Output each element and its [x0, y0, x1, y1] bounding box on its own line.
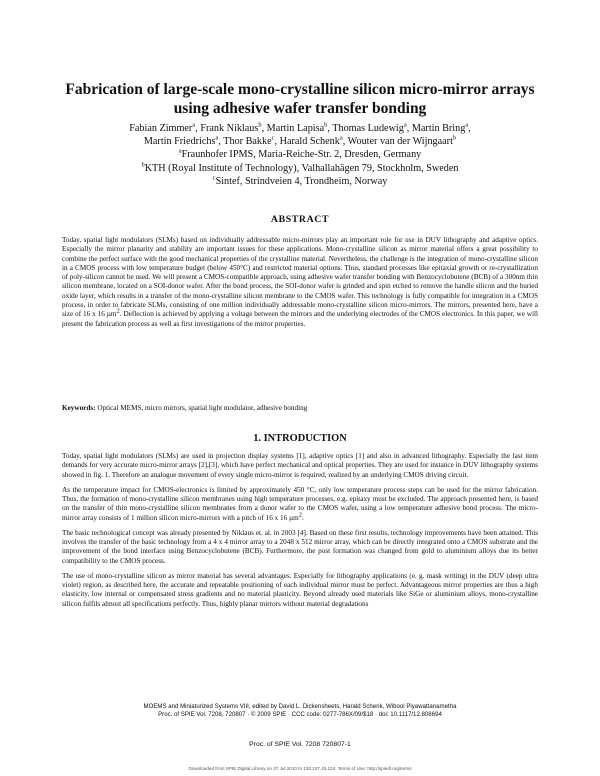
- paragraph: The basic technological concept was already presented by Niklaus et. al. in 2003 [4]. Based on these first results, technology improvements have been attained. This involves the transfer of the basic technology from a 4 x 4 mirror array to a 2048 x 512 mirror array, which can be directly integrated onto a CMOS substrate and the improvement of the bond interface using Benzocyclobutene (BCB). Furthermore, the post formation was changed from gold to aluminium alloys due its better compatibility to the CMOS process.: [62, 528, 538, 565]
- title-line-2: using adhesive wafer transfer bonding: [173, 100, 427, 117]
- keywords-label: Keywords:: [62, 404, 96, 412]
- author-block: [40, 122, 560, 188]
- author-line-1: Fabian Zimmer$^a$, Frank Niklaus$^b$, Martin Lapisa$^b$, Thomas Ludewig$^a$, Martin Bring$^a$,: [129, 121, 471, 134]
- footer-line-1: MOEMS and Miniaturized Systems VIII, edited by David L. Dickensheets, Harald Schenk, Wibool Piyawattanametha: [143, 703, 457, 710]
- publication-footer: [40, 703, 560, 719]
- paragraph: As the temperature impact for CMOS-electronics is limited by approximately 450 °C, only low temperature process steps can be used for the mirror fabrication. Thus, the formation of mono-crystalline silicon membranes using high temperature processes, e.g. epitaxy must be excluded. The approach presented here, is based on the transfer of thin mono-crystalline silicon membranes from a donor wafer to the CMOS wafer, using a low temperature adhesive bond process. The micro-mirror array consists of 1 million silicon micro-mirrors with a pitch of 16 x 16 µm$^2$.: [62, 485, 538, 522]
- page-number: Proc. of SPIE Vol. 7208 720807-1: [249, 741, 351, 748]
- title-line-1: Fabrication of large-scale mono-crystalline silicon micro-mirror arrays: [65, 81, 535, 98]
- paragraph: Today, spatial light modulators (SLMs) are used in projection display systems [1], adaptive optics [1] and also in advanced lithography. Especially the last item demands for very accurate micro-mirror arrays [2],[3], which have perfect mechanical and optical properties. They are used for instance in DUV lithography systems showed in fig. 1. Therefore an analogue movement of every single micro-mirror is required, realized by an underlying CMOS driving circuit.: [62, 452, 538, 479]
- introduction-body: [62, 452, 538, 615]
- paragraph: The use of mono-crystalline silicon as mirror material has several advantages. Especially for lithography applications (e. g. mask writing) in the DUV (deep ultra violet) region, as described here, the accurate and repeatable positioning of each individual mirror must be perfect. Advantageous mirror properties are thus a high elasticity, low internal or compensated stress gradients and no material plasticity. Beyond already used materials like SiGe or aluminium alloys, mono-crystalline silicon fulfils almost all specifications perfectly. Thus, highly planar mirrors without material degradations: [62, 571, 538, 608]
- paper-title: [40, 80, 560, 118]
- keywords: [62, 404, 538, 413]
- author-line-2: Martin Friedrichs$^a$, Thor Bakke$^c$, Harald Schenk$^a$, Wouter van der Wijngaart$^b$: [143, 134, 457, 148]
- footer-line-2: Proc. of SPIE Vol. 7208, 720807 · © 2009 SPIE · CCC code: 0277-786X/09/$18 · doi: 10.1117/12.808694: [158, 711, 442, 718]
- abstract-heading: ABSTRACT: [270, 214, 330, 225]
- affiliation-b: $^b$KTH (Royal Institute of Technology), Valhallahägen 79, Stockholm, Sweden: [141, 161, 459, 174]
- affiliation-a: $^a$Fraunhofer IPMS, Maria-Reiche-Str. 2, Dresden, Germany: [178, 148, 422, 161]
- affiliation-c: $^c$Sintef, Strindveien 4, Trondheim, Norway: [212, 174, 388, 187]
- section-heading-introduction: 1. INTRODUCTION: [253, 433, 347, 444]
- download-notice: Downloaded from SPIE Digital Library on 27 Jul 2010 to 130.237.43.124. Terms of Use: http://spiedl.org/terms: [188, 766, 412, 771]
- keywords-text: Optical MEMS, micro mirrors, spatial light modulator, adhesive bonding: [95, 404, 308, 412]
- abstract-text: Today, spatial light modulators (SLMs) based on individually addressable micro-mirrors play an important role for use in DUV lithography and adaptive optics. Especially the mirror planarity and stability are important issues for these applications. Mono-crystalline silicon as mirror material offers a great possibility to combine the perfect surface with the good mechanical properties of the crystalline material. Nevertheless, the challenge is the integration of mono-crystalline silicon in a CMOS process with low temperature budget (below 450°C) and restricted material options. Thus, standard processes like epitaxial growth or re-crystallization of poly-silicon cannot be used. We will present a CMOS-compatible approach, using adhesive wafer transfer bonding with Benzocyclobutene (BCB) of a 300nm thin silicon membrane, located on a SOI-donor wafer. After the bond process, the SOI-donor wafer is grinded and spin etched to remove the handle silicon and the buried oxide layer, which results in a transfer of the mono-crystalline silicon membrane to the CMOS wafer. This technology is fully compatible for integration in a CMOS process, in order to fabricate SLMs, consisting of one million individually addressable mono-crystalline silicon micro-mirrors. The mirrors, presented here, have a size of 16 x 16 µm$^2$. Deflection is achieved by applying a voltage between the mirrors and the underlying electrodes of the CMOS electronics. In this paper, we will present the fabrication process as well as first investigations of the mirror properties.: [62, 236, 538, 328]
